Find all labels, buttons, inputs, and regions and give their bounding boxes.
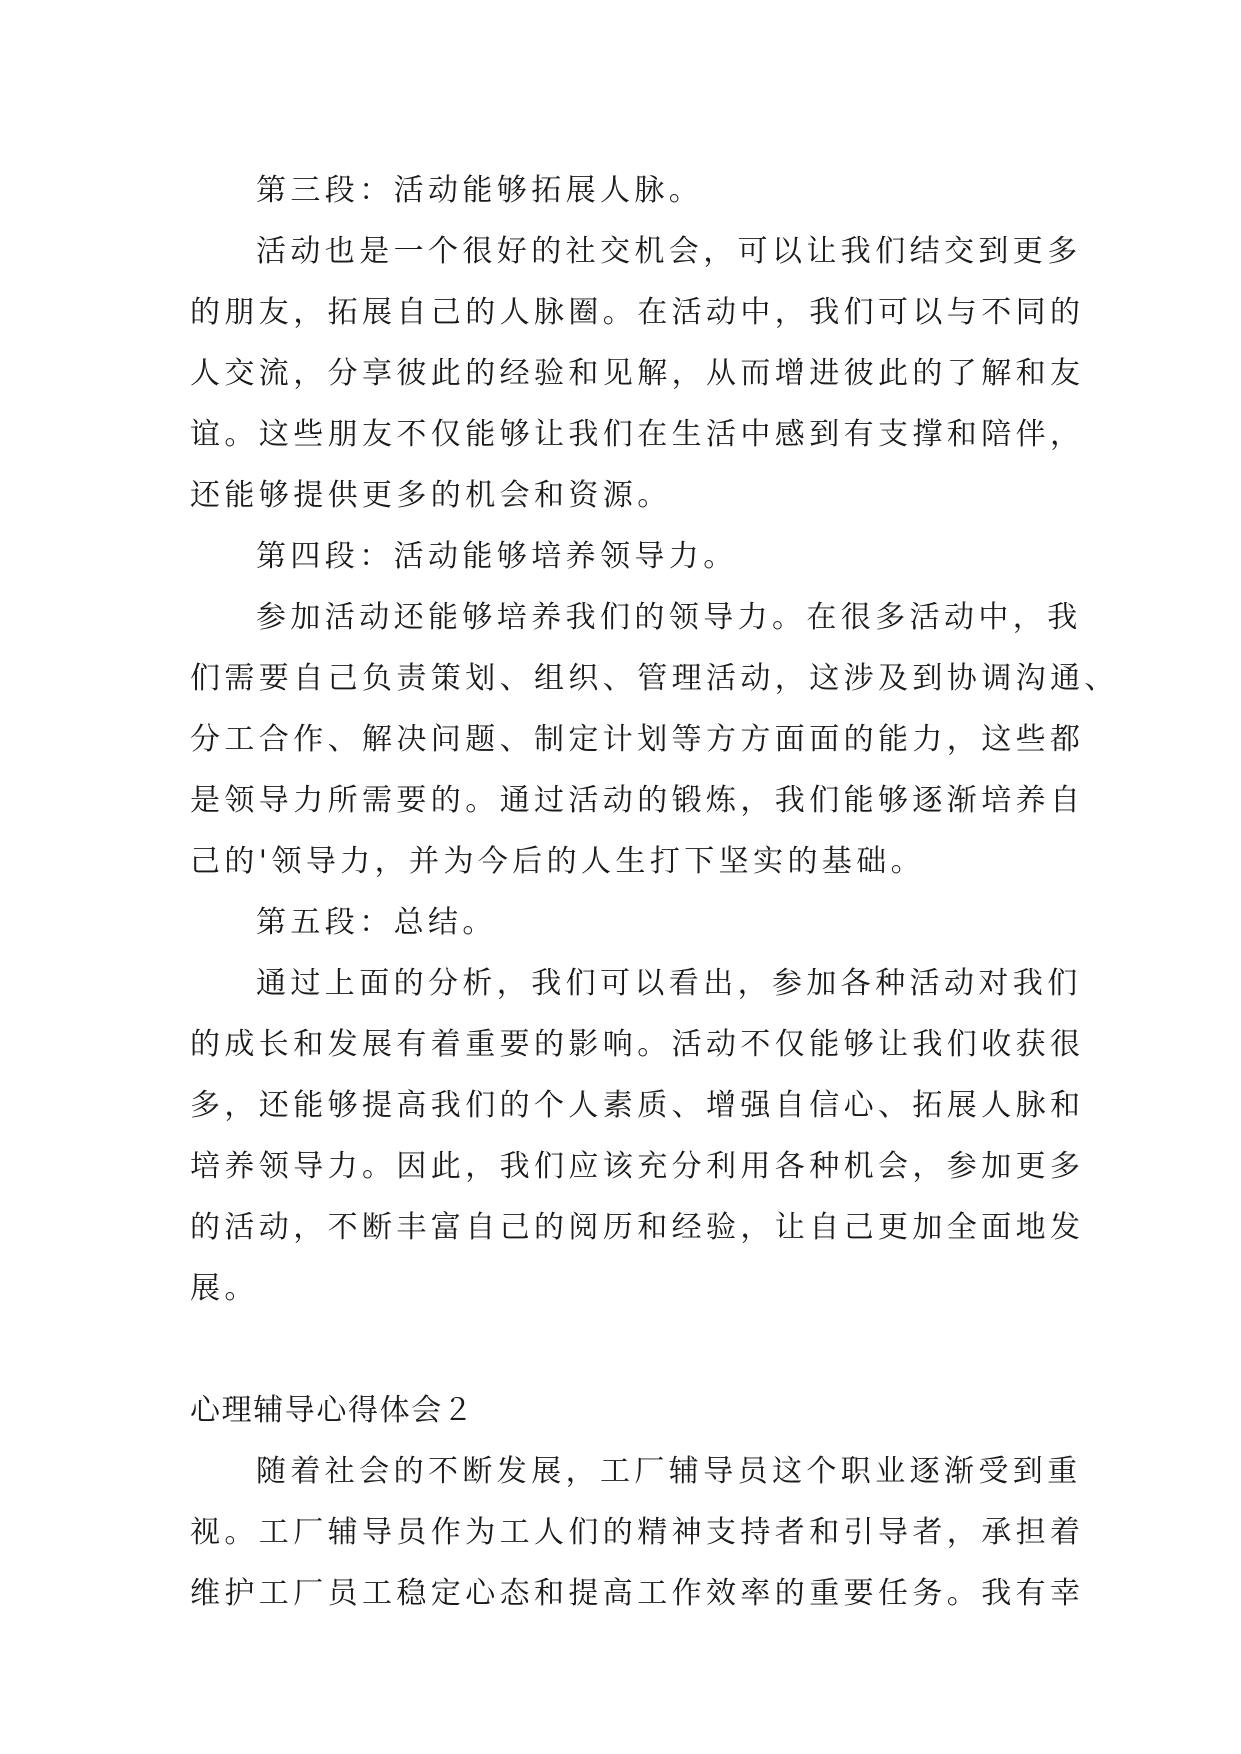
paragraph-line: 分工合作、解决问题、制定计划等方方面面的能力，这些都 — [190, 722, 1085, 757]
paragraph-line: 多，还能够提高我们的个人素质、增强自信心、拓展人脉和 — [190, 1088, 1085, 1123]
paragraph-line: 的活动，不断丰富自己的阅历和经验，让自己更加全面地发 — [190, 1210, 1085, 1245]
paragraph-line: 己的'领导力，并为今后的人生打下坚实的基础。 — [190, 844, 926, 879]
section-heading: 第三段：活动能够拓展人脉。 — [256, 173, 704, 208]
paragraph-line: 参加活动还能够培养我们的领导力。在很多活动中，我 — [256, 600, 1082, 635]
paragraph-line: 培养领导力。因此，我们应该充分利用各种机会，参加更多 — [190, 1149, 1085, 1184]
paragraph-line: 通过上面的分析，我们可以看出，参加各种活动对我们 — [256, 966, 1082, 1001]
paragraph-line: 的朋友，拓展自己的人脉圈。在活动中，我们可以与不同的 — [190, 295, 1085, 330]
paragraph-line: 视。工厂辅导员作为工人们的精神支持者和引导者，承担着 — [190, 1515, 1085, 1550]
article-title: 心理辅导心得体会２ — [190, 1393, 475, 1428]
paragraph-line: 随着社会的不断发展，工厂辅导员这个职业逐渐受到重 — [256, 1454, 1082, 1489]
section-heading: 第四段：活动能够培养领导力。 — [256, 539, 738, 574]
section-heading: 第五段：总结。 — [256, 905, 497, 940]
section-spacer — [190, 1319, 1052, 1380]
paragraph-line: 人交流，分享彼此的经验和见解，从而增进彼此的了解和友 — [190, 356, 1085, 391]
paragraph-line: 还能够提供更多的机会和资源。 — [190, 478, 672, 513]
paragraph-line: 的成长和发展有着重要的影响。活动不仅能够让我们收获很 — [190, 1027, 1085, 1062]
paragraph-line: 谊。这些朋友不仅能够让我们在生活中感到有支撑和陪伴， — [190, 417, 1085, 452]
paragraph-line: 活动也是一个很好的社交机会，可以让我们结交到更多 — [256, 234, 1082, 269]
paragraph-line: 展。 — [190, 1271, 259, 1306]
document-page — [190, 160, 1119, 1624]
paragraph-line: 维护工厂员工稳定心态和提高工作效率的重要任务。我有幸 — [190, 1576, 1085, 1611]
paragraph-line: 们需要自己负责策划、组织、管理活动，这涉及到协调沟通、 — [190, 661, 1119, 696]
paragraph-line: 是领导力所需要的。通过活动的锻炼，我们能够逐渐培养自 — [190, 783, 1085, 818]
